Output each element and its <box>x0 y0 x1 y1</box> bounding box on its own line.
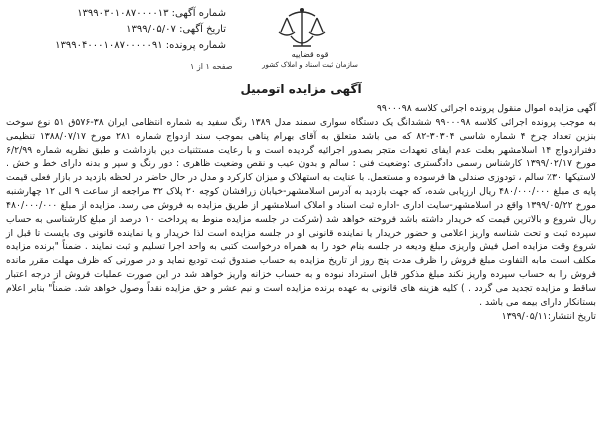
notice-title: آگهی مزایده اتومبیل <box>240 82 362 96</box>
file-number: شماره پرونده: ۱۳۹۹۰۴۰۰۰۱۰۸۷۰۰۰۰۰۹۱ <box>55 40 226 51</box>
auction-details: به موجب پرونده اجرائی کلاسه ۹۹۰۰۰۹۸ ششدانگ یک دستگاه سواری سمند مدل ۱۳۸۹ رنگ سفید به شماره انتظامی ایران ۳۸-۵۷۶ق ۵۱ نوع سوخت بنزین تعداد چرخ ۴ شماره شاسی ۳۰۳۰۴-۸۲ که می باشد متعلق به آقای بهرام پناهی بموجب سند ازدواج شماره ۲۸۱ مورخ ۱۳۸۸/۰۷/۱۷ تنظیمی دفترازدواج ۱۴ اسلامشهر بعلت عدم ایفای تعهدات متجر بصدور اجرائیه گردیده است و با رعایت مستثنیات دین بازداشت و طبق نظریه شماره ۶/۲/۹۹ مورخ ۱۳۹۹/۰۲/۱۷ کارشناس رسمی دادگستری :وضعیت فنی : سالم و بدون عیب و نقص وضعیت ظاهری : دور رنگ و سپر و بدنه دارای خط و خش . لاستیکها ۳۰٪ سالم ، تودوزی صندلی ها فرسوده و مستعمل. با عنایت به استهلاک و میزان کارکرد و مدل در حال حاضر در لحظه بازدید در بازار فعلی قیمت پایه ی مبلغ ۴۸۰/۰۰۰/۰۰۰ ریال ارزیابی شده، که جهت بازدید به آدرس اسلامشهر-خیابان زرافشان کوچه ۲۰ پلاک ۳۲ مراجعه از ساعت ۹ الی ۱۲ چهارشنبه مورخ ۱۳۹۹/۰۵/۲۲ واقع در اسلامشهر-سایت اداری -اداره ثبت اسناد و املاک اسلامشهر از طریق مزایده به فروش می رسد. مزایده از مبلغ ۴۸۰/۰۰۰/۰۰۰ ریال شروع و بالاترین قیمت که خریدار داشته باشد فروخته خواهد شد (شرکت در جلسه مزایده منوط به پرداخت ۱۰ درصد از مبلغ کارشناسی به حساب سپرده ثبت و تحت شناسه واریز اعلامی و حضور خریدار یا نماینده قانونی او در جلسه مزایده است لذا خریدار و یا نماینده قانونی وی بایست تا قبل از شروع وقت مزایده اصل فیش واریزی مبلغ ودیعه در جلسه بنام خود را به همراه درخواست کتبی به واحد اجرا تسلیم و ثبت نمایند . ضمناً "برنده مزایده مکلف است مابه التفاوت مبلغ فروش را ظرف مدت پنج روز از تاریخ مزایده به حساب صندوق ثبت تودیع نماید و در صورتی که ظرف مهلت مقرر مانده فروش را به حساب سپرده واریز نکند مبلغ مذکور قابل استرداد نبوده و به حساب خزانه واریز خواهد شد در این صورت عملیات فروش از درجه اعتبار ساقط و مزایده تجدید می گردد . ) کلیه هزینه های قانونی به عهده برنده مزایده است و نیم عشر و حق مزایده نقداً وصول خواهد شد. ضمناً" بنابر اعلام بستانکار دارای بیمه می باشد . <box>6 116 597 308</box>
ad-number: شماره آگهی: ۱۳۹۹۰۳۰۱۰۸۷۰۰۰۰۱۳ <box>77 8 226 19</box>
publish-date: تاریخ انتشار:۱۳۹۹/۰۵/۱۱ <box>501 310 596 322</box>
notice-body <box>6 102 596 324</box>
ad-date: تاریخ آگهی: ۱۳۹۹/۰۵/۰۷ <box>126 24 226 35</box>
notice-meta <box>6 6 226 54</box>
page-number: صفحه ۱ از ۱ <box>190 62 233 71</box>
case-heading: آگهی مزایده اموال منقول پرونده اجرائی کلاسه ۹۹۰۰۰۹۸ <box>376 103 596 114</box>
org-subtitle: سازمان ثبت اسناد و املاک کشور <box>262 61 358 69</box>
organization-block <box>240 49 380 71</box>
org-name: قوه قضاییه <box>291 50 329 59</box>
